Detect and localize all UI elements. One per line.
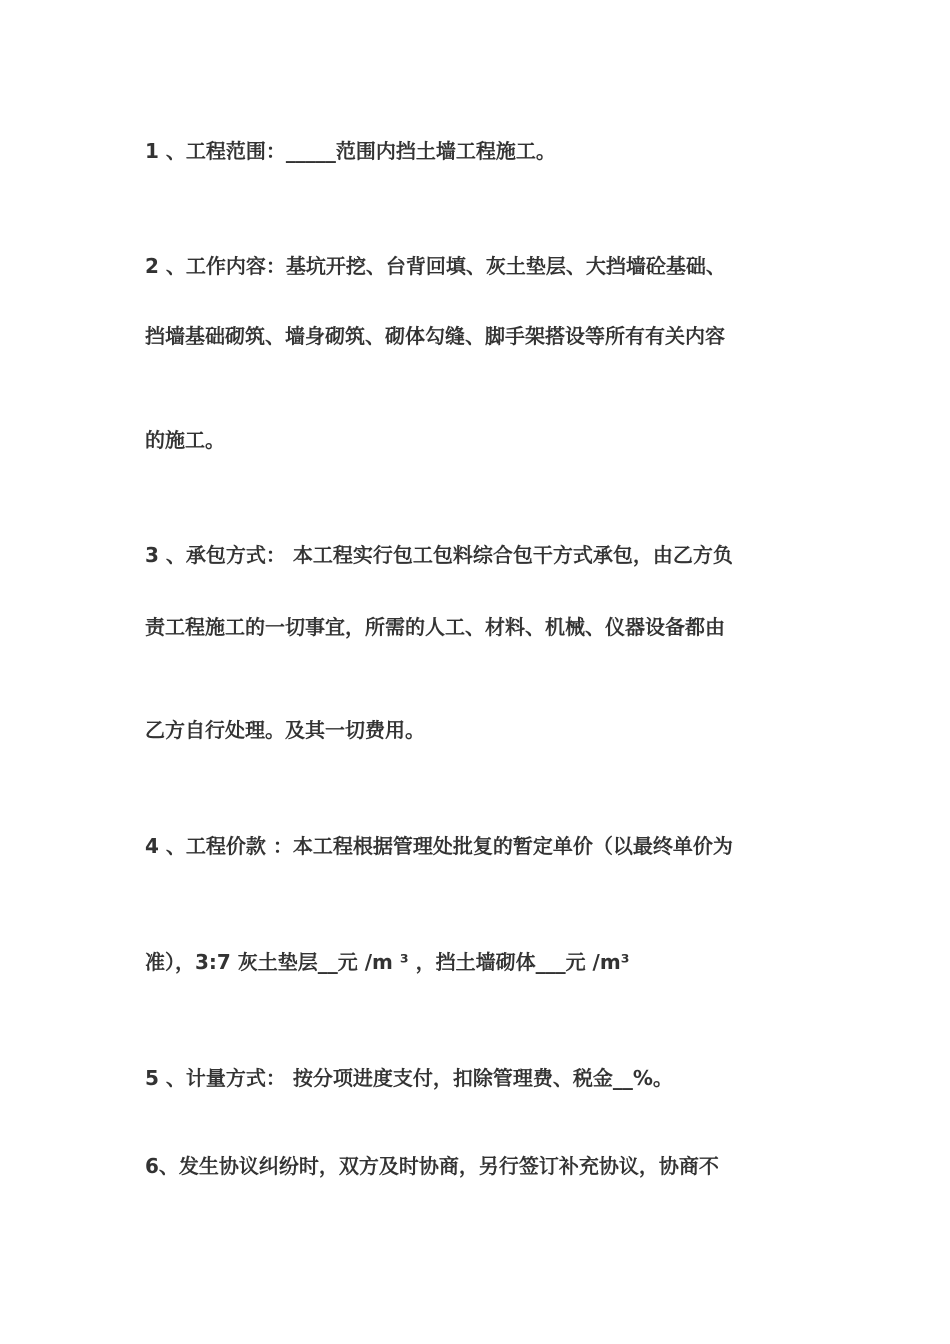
clause-2-line-3: 的施工。 bbox=[145, 428, 225, 452]
clause-3-line-3: 乙方自行处理。及其一切费用。 bbox=[145, 718, 425, 742]
clause-4-line-2: 准），3:7 灰土垫层__元 /m ³ ，挡土墙砌体___元 /m³ bbox=[145, 950, 630, 974]
clause-3-line-2: 责工程施工的一切事宜，所需的人工、材料、机械、仪器设备都由 bbox=[145, 615, 725, 639]
clause-5-line: 5 、计量方式： 按分项进度支付，扣除管理费、税金__%。 bbox=[145, 1066, 673, 1090]
clause-1-line: 1 、工程范围：_____范围内挡土墙工程施工。 bbox=[145, 139, 556, 163]
clause-2-line-2: 挡墙基础砌筑、墙身砌筑、砌体勾缝、脚手架搭设等所有有关内容 bbox=[145, 324, 725, 348]
clause-4-line-1: 4 、工程价款 ：本工程根据管理处批复的暂定单价（以最终单价为 bbox=[145, 834, 733, 858]
clause-3-line-1: 3 、承包方式： 本工程实行包工包料综合包干方式承包，由乙方负 bbox=[145, 543, 733, 567]
clause-2-line-1: 2 、工作内容：基坑开挖、台背回填、灰土垫层、大挡墙砼基础、 bbox=[145, 254, 726, 278]
clause-6-line: 6、发生协议纠纷时，双方及时协商，另行签订补充协议，协商不 bbox=[145, 1154, 719, 1178]
